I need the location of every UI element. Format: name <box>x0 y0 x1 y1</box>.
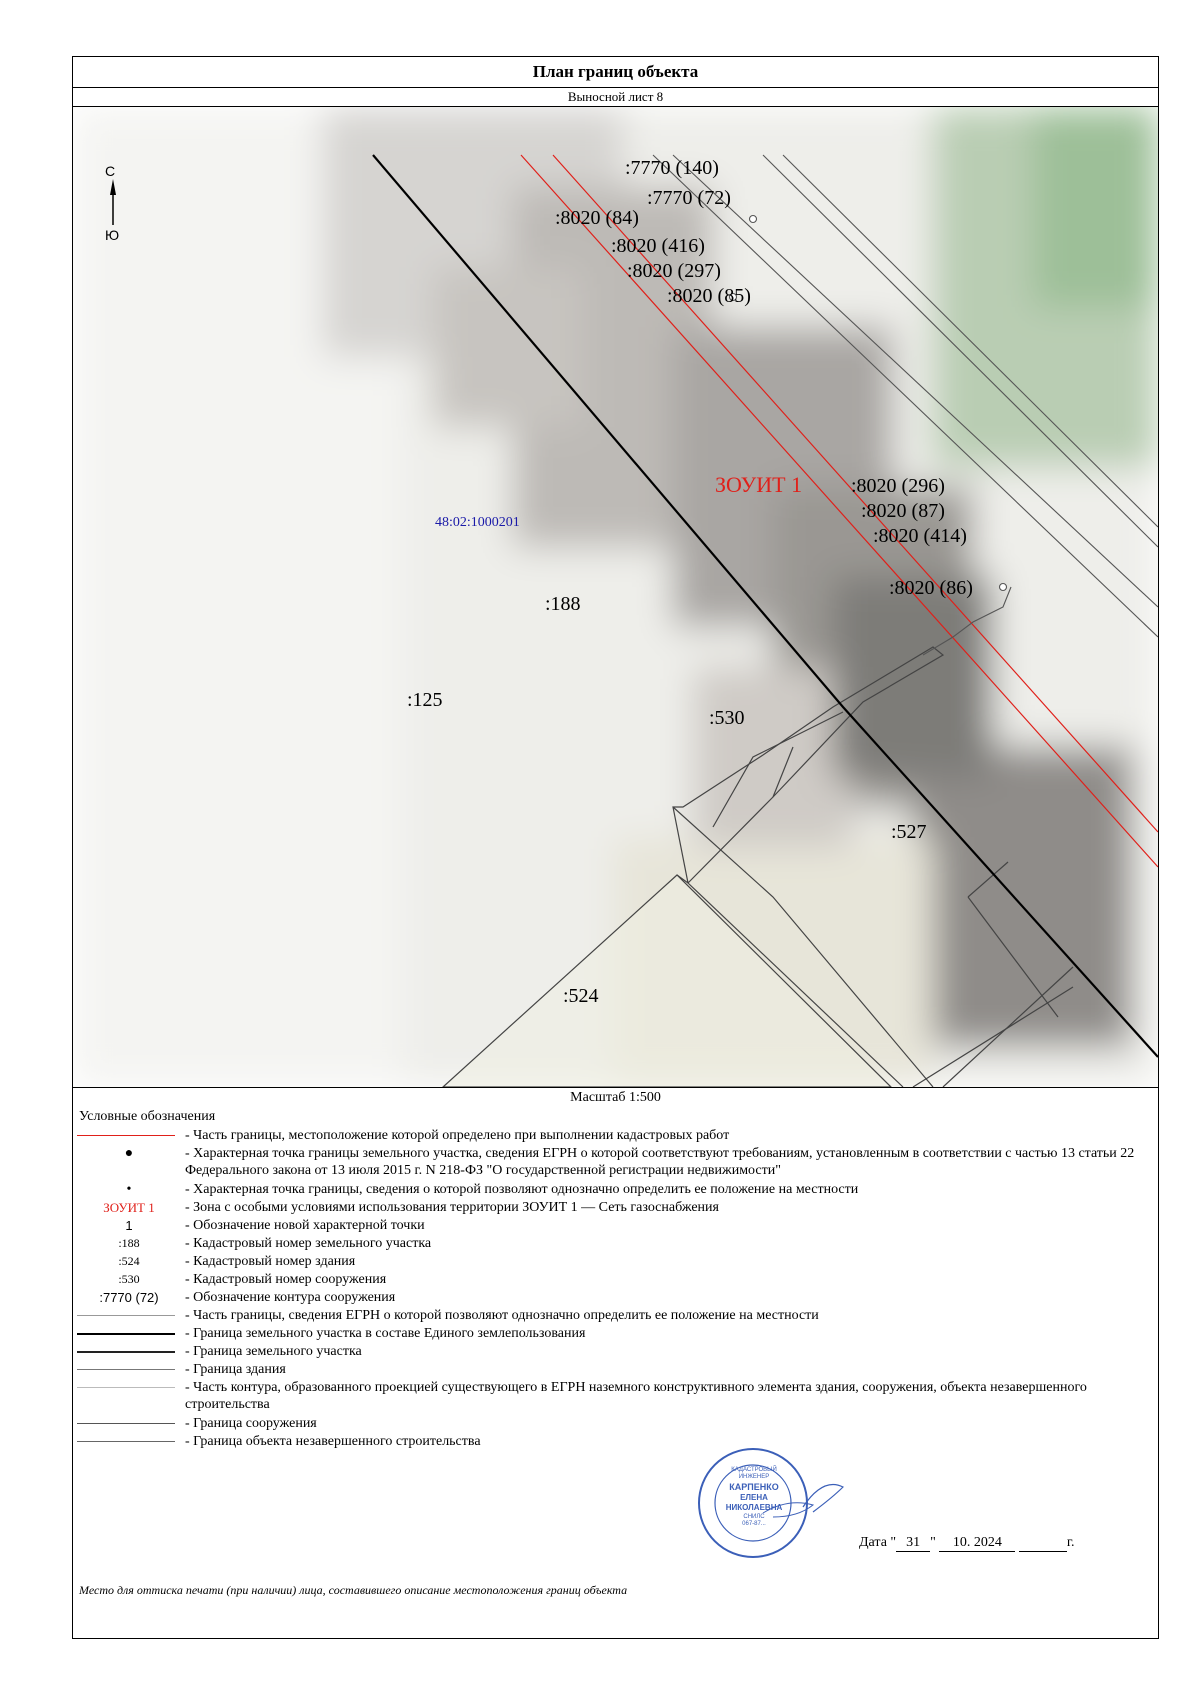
legend-text: - Характерная точка границы земельного участка, сведения ЕГРН о которой соответствуют требованиям, установленным в соответствии с частью 13 статьи 22 Федерального закона от 13 июля 2015 г. N 218-ФЗ "О государственной регистрации недвижимости" <box>185 1146 1135 1178</box>
contour-label-7770-140: :7770 (140) <box>625 157 719 179</box>
contour-label-8020-416: :8020 (416) <box>611 235 705 257</box>
date-day: 31 <box>896 1535 930 1552</box>
gray-line-symbol <box>77 1315 175 1316</box>
contour-label-8020-84: :8020 (84) <box>555 207 639 229</box>
legend-text: - Кадастровый номер сооружения <box>185 1272 387 1287</box>
unfinished-line-symbol <box>77 1441 175 1442</box>
stamp-text-1: КАДАСТРОВЫЙ <box>731 1467 777 1473</box>
legend-text: - Граница земельного участка <box>185 1344 362 1359</box>
parcel-number-symbol: :188 <box>118 1236 140 1250</box>
black-line-symbol <box>77 1351 175 1353</box>
point-symbol-small: • <box>126 1182 132 1197</box>
point-symbol: ● <box>124 1146 134 1161</box>
legend-text: - Характерная точка границы, сведения о которой позволяют однозначно определить ее положение на местности <box>185 1182 859 1197</box>
legend-text: - Часть границы, местоположение которой определено при выполнении кадастровых работ <box>185 1128 730 1143</box>
legend-text: - Граница земельного участка в составе Единого землепользования <box>185 1326 586 1341</box>
stamp-text-7: 067-87... <box>742 1521 766 1527</box>
page-title: План границ объекта <box>73 57 1158 88</box>
legend-text: - Часть контура, образованного проекцией существующего в ЕГРН наземного конструктивного элемента здания, сооружения, объекта незавершенного строительства <box>185 1380 1087 1412</box>
legend-text: - Граница сооружения <box>185 1416 317 1431</box>
red-line-symbol <box>77 1135 175 1136</box>
contour-label-8020-414: :8020 (414) <box>873 525 967 547</box>
legend-text: - Граница здания <box>185 1362 286 1377</box>
sheet-subtitle: Выносной лист 8 <box>73 88 1158 107</box>
contour-symbol: :7770 (72) <box>99 1290 159 1305</box>
structure-line-symbol <box>77 1423 175 1424</box>
contour-label-8020-87: :8020 (87) <box>861 500 945 522</box>
stamp-place-note: Место для оттиска печати (при наличии) лица, составившего описание местоположения границ объекта <box>79 1583 628 1597</box>
date-quote: " <box>930 1535 936 1550</box>
contour-label-7770-72: :7770 (72) <box>647 187 731 209</box>
date-line <box>859 1535 1075 1552</box>
north-label: С <box>105 163 116 179</box>
structure-number-symbol: :530 <box>118 1272 140 1286</box>
legend-text: - Граница объекта незавершенного строительства <box>185 1434 481 1449</box>
projection-line-symbol <box>77 1387 175 1388</box>
date-month-year: 10. 2024 <box>939 1535 1015 1552</box>
legend-title: Условные обозначения <box>79 1109 216 1124</box>
south-label: Ю <box>105 227 120 243</box>
cadastral-quarter-label: 48:02:1000201 <box>435 515 520 530</box>
map-scale: Масштаб 1:500 <box>570 1090 661 1105</box>
legend-text: - Кадастровый номер здания <box>185 1254 356 1269</box>
legend-text: - Обозначение контура сооружения <box>185 1290 396 1305</box>
zone-symbol: ЗОУИТ 1 <box>103 1200 155 1215</box>
new-point-symbol: 1 <box>125 1218 133 1233</box>
parcel-label-125[interactable]: :125 <box>407 689 443 711</box>
contour-label-8020-86: :8020 (86) <box>889 577 973 599</box>
legend-text: - Часть границы, сведения ЕГРН о которой позволяют однозначно определить ее положение на местности <box>185 1308 819 1323</box>
thick-black-line-symbol <box>77 1333 175 1335</box>
cadastral-map[interactable] <box>73 107 1158 1088</box>
contour-label-8020-297: :8020 (297) <box>627 260 721 282</box>
legend-text: - Обозначение новой характерной точки <box>185 1218 425 1233</box>
date-blank <box>1019 1535 1067 1552</box>
contour-label-8020-296: :8020 (296) <box>851 475 945 497</box>
date-suffix: г. <box>1066 1535 1075 1550</box>
plan-sheet <box>72 56 1159 1639</box>
stamp-text-3: КАРПЕНКО <box>729 1482 779 1492</box>
parcel-label-188[interactable]: :188 <box>545 593 581 615</box>
stamp-text-4: ЕЛЕНА <box>740 1493 768 1502</box>
legend-text: - Зона с особыми условиями использования территории ЗОУИТ 1 — Сеть газоснабжения <box>185 1200 719 1215</box>
stamp-text-2: ИНЖЕНЕР <box>738 1474 770 1480</box>
legend-text: - Кадастровый номер земельного участка <box>185 1236 432 1251</box>
engineer-stamp <box>693 1445 863 1570</box>
date-prefix: Дата " <box>859 1535 897 1550</box>
building-line-symbol <box>77 1369 175 1370</box>
stamp-text-6: СНИЛС <box>743 1514 765 1520</box>
building-label-524[interactable]: :524 <box>563 985 599 1007</box>
zouit-1-label: ЗОУИТ 1 <box>715 472 803 497</box>
stamp-text-5: НИКОЛАЕВНА <box>725 1503 783 1512</box>
structure-label-527[interactable]: :527 <box>891 821 927 843</box>
structure-label-530[interactable]: :530 <box>709 707 745 729</box>
building-number-symbol: :524 <box>118 1254 140 1268</box>
contour-label-8020-85: :8020 (85) <box>667 285 751 307</box>
